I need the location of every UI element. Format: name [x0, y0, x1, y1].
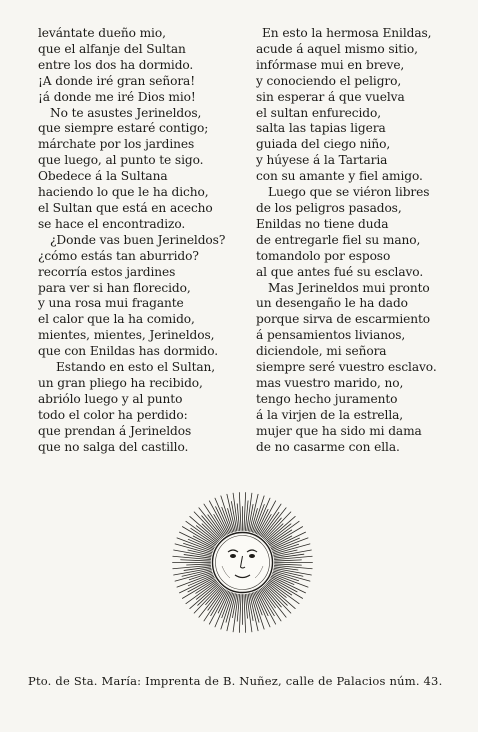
verse-line: de los peligros pasados,: [256, 200, 402, 215]
verse-line: que el alfanje del Sultan: [38, 41, 186, 56]
verse-line: todo el color ha perdido:: [38, 407, 188, 422]
verse-line: y húyese á la Tartaria: [256, 153, 388, 168]
verse-line: ¿Donde vas buen Jerineldos?: [50, 232, 226, 247]
sun-ray: [265, 586, 291, 613]
sun-ray: [181, 560, 211, 561]
verse-line: salta las tapias ligera: [256, 121, 386, 136]
verse-line: tomandolo por esposo: [256, 248, 391, 263]
verse-line: No te asustes Jerineldos,: [50, 105, 202, 120]
verse-line: acude á aquel mismo sitio,: [256, 41, 418, 56]
sun-ray: [244, 594, 246, 632]
printer-imprint: Pto. de Sta. María: Imprenta de B. Nuñez, calle de Palacios núm. 43.: [28, 674, 443, 688]
verse-line: un gran pliego ha recibido,: [38, 375, 203, 390]
verse-line: ¡á donde me iré Dios mio!: [38, 89, 196, 104]
sun-ray: [274, 556, 312, 559]
sun-ray: [244, 493, 246, 531]
sun-ray: [194, 586, 220, 613]
verse-line: tengo hecho juramento: [256, 391, 398, 406]
verse-line: guiada del ciego niño,: [256, 137, 391, 152]
verse-line: En esto la hermosa Enildas,: [262, 26, 432, 40]
sun-ray: [254, 592, 262, 614]
verse-line: márchate por los jardines: [38, 137, 195, 152]
verse-line: ¡A donde iré gran señora!: [38, 73, 196, 88]
verse-line: siempre seré vuestro esclavo.: [256, 360, 437, 375]
verse-line: levántate dueño mio,: [38, 26, 166, 40]
verse-line: Luego que se viéron libres: [268, 185, 430, 200]
verse-line: á la virjen de la estrella,: [256, 407, 404, 422]
sun-ray: [239, 493, 241, 531]
verse-line: que prendan á Jerineldos: [38, 423, 192, 438]
verse-line: diciendole, mi señora: [256, 344, 387, 359]
verse-line: el Sultan que está en acecho: [38, 200, 213, 215]
verse-line: que no salga del castillo.: [38, 439, 189, 454]
verse-line: con su amante y fiel amigo.: [256, 169, 423, 184]
sun-ray: [194, 512, 220, 539]
verse-line: y una rosa mui fragante: [38, 296, 184, 311]
verse-line: porque sirva de escarmiento: [256, 312, 431, 327]
verse-line: de no casarme con ella.: [256, 439, 400, 454]
verse-line: mujer que ha sido mi dama: [256, 423, 422, 438]
verse-line: Estando en esto el Sultan,: [56, 360, 216, 375]
sun-ray: [274, 560, 301, 561]
verse-line: entre los dos ha dormido.: [38, 57, 194, 72]
verse-line: al que antes fué su esclavo.: [256, 264, 424, 279]
verse-line: y conociendo el peligro,: [256, 73, 402, 88]
verse-line: Mas Jerineldos mui pronto: [268, 280, 430, 295]
verse-line: que con Enildas has dormido.: [38, 344, 219, 359]
sun-ray: [274, 564, 301, 565]
verse-line: el calor que la ha comido,: [38, 312, 195, 327]
sun-ray: [173, 556, 211, 559]
verse-line: mientes, mientes, Jerineldos,: [38, 328, 215, 343]
verse-line: que siempre estaré contigo;: [38, 121, 209, 136]
verse-line: el sultan enfurecido,: [256, 105, 381, 120]
right-verse-column: [256, 26, 456, 455]
verse-line: sin esperar á que vuelva: [256, 89, 405, 104]
verse-line: para ver si han florecido,: [38, 280, 191, 295]
verse-line: recorría estos jardines: [38, 264, 176, 279]
verse-line: ¿cómo estás tan aburrido?: [38, 248, 199, 263]
sun-ray: [173, 565, 211, 568]
verse-line: mas vuestro marido, no,: [256, 375, 404, 390]
verse-line: Obedece á la Sultana: [38, 169, 168, 184]
verse-line: se hace el encontradizo.: [38, 216, 186, 231]
verse-line: abriólo luego y al punto: [38, 391, 183, 406]
sun-face-woodcut-icon: [170, 490, 315, 635]
sun-ray: [265, 512, 291, 539]
verse-line: infórmase mui en breve,: [256, 57, 405, 72]
left-verse-column: [38, 26, 243, 455]
verse-line: un desengaño le ha dado: [256, 296, 408, 311]
sun-ray: [187, 564, 211, 565]
sun-ray: [239, 594, 241, 632]
verse-line: á pensamientos livianos,: [256, 328, 406, 343]
verse-line: que luego, al punto te sigo.: [38, 153, 204, 168]
verse-line: de entregarle fiel su mano,: [256, 232, 421, 247]
verse-line: haciendo lo que le ha dicho,: [38, 185, 209, 200]
verse-line: Enildas no tiene duda: [256, 216, 389, 231]
sun-ray: [274, 565, 312, 568]
